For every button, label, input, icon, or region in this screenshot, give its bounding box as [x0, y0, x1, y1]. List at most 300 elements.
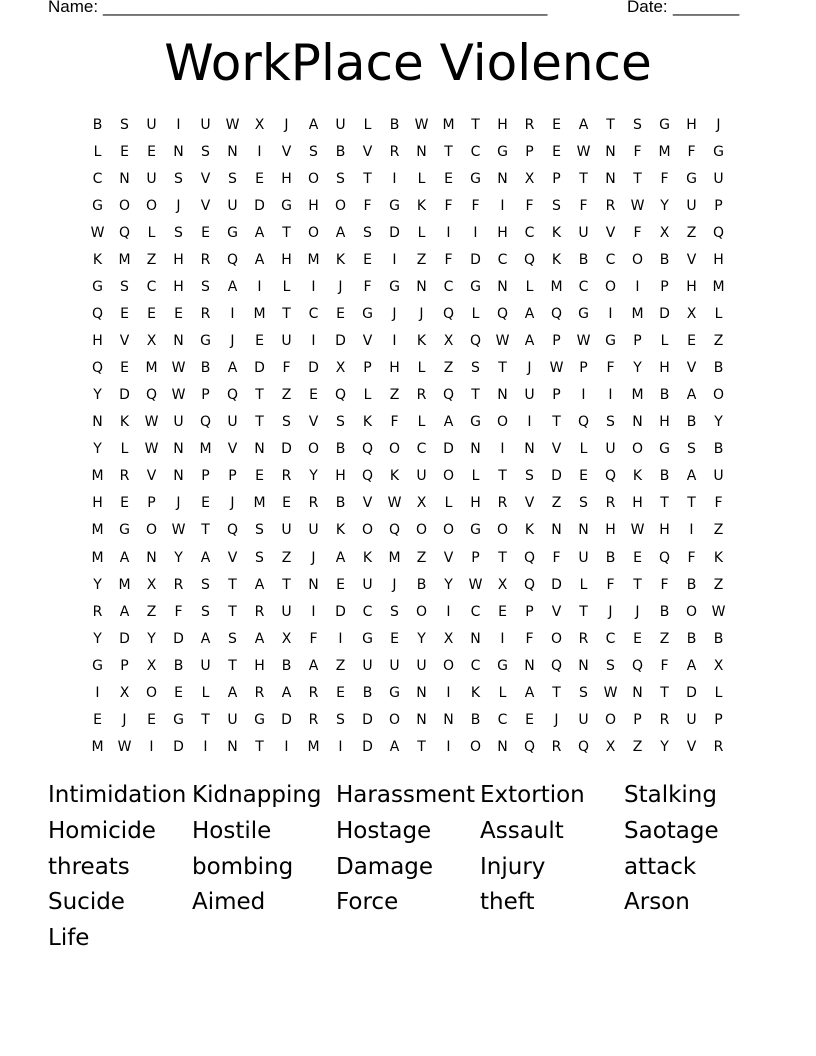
grid-letter: O: [361, 522, 374, 539]
grid-letter: A: [686, 657, 697, 674]
grid-letter: C: [470, 657, 481, 674]
grid-letter: Q: [712, 225, 725, 242]
grid-letter: W: [576, 144, 591, 161]
word-list-item: Force: [336, 889, 399, 916]
grid-letter: O: [442, 522, 455, 539]
date-blank-line: _______: [673, 0, 740, 16]
header: [48, 0, 748, 19]
grid-letter: I: [446, 603, 451, 620]
word-list-item: attack: [624, 853, 697, 880]
grid-letter: U: [713, 171, 724, 188]
grid-letter: S: [228, 171, 237, 188]
grid-letter: D: [173, 630, 184, 647]
grid-letter: B: [605, 549, 616, 566]
grid-letter: L: [417, 171, 426, 188]
grid-letter: S: [606, 414, 615, 431]
grid-letter: P: [714, 711, 723, 728]
word-list-item: Homicide: [48, 817, 156, 844]
grid-letter: Z: [416, 252, 427, 269]
word-list-item: threats: [48, 853, 130, 880]
grid-letter: I: [689, 522, 694, 539]
grid-letter: I: [392, 333, 397, 350]
grid-letter: Q: [523, 576, 536, 593]
grid-letter: L: [417, 225, 426, 242]
grid-letter: A: [254, 225, 265, 242]
grid-letter: X: [335, 360, 346, 377]
grid-letter: S: [390, 603, 399, 620]
grid-letter: N: [227, 738, 238, 755]
grid-letter: B: [686, 414, 697, 431]
grid-letter: C: [146, 279, 157, 296]
grid-letter: J: [554, 711, 559, 728]
grid-letter: I: [176, 117, 181, 133]
grid-letter: A: [578, 117, 589, 133]
grid-letter: E: [255, 171, 264, 188]
grid-letter: I: [446, 684, 451, 701]
grid-letter: X: [119, 684, 130, 701]
grid-letter: S: [579, 495, 588, 512]
grid-letter: U: [281, 522, 292, 539]
grid-letter: T: [201, 711, 210, 728]
grid-letter: U: [605, 441, 616, 458]
grid-letter: D: [686, 684, 697, 701]
grid-letter: R: [605, 495, 616, 512]
grid-letter: X: [659, 225, 670, 242]
grid-letter: K: [119, 414, 130, 431]
grid-letter: A: [308, 117, 319, 133]
grid-letter: E: [255, 468, 264, 485]
grid-letter: E: [201, 495, 210, 512]
grid-letter: G: [497, 657, 508, 674]
grid-letter: N: [632, 414, 643, 431]
grid-letter: A: [686, 468, 697, 485]
grid-letter: H: [335, 468, 346, 485]
grid-letter: U: [335, 117, 346, 133]
grid-letter: B: [578, 252, 589, 269]
grid-row: [84, 382, 732, 409]
grid-letter: A: [254, 252, 265, 269]
grid-letter: C: [524, 225, 535, 242]
grid-letter: K: [362, 549, 373, 566]
grid-letter: F: [363, 198, 372, 215]
grid-row: [84, 545, 732, 572]
grid-row: [84, 626, 732, 653]
grid-letter: S: [228, 630, 237, 647]
grid-letter: H: [713, 252, 724, 269]
grid-letter: T: [498, 360, 507, 377]
grid-letter: M: [307, 252, 320, 269]
grid-letter: Q: [496, 306, 509, 323]
grid-letter: I: [473, 225, 478, 242]
grid-letter: G: [389, 684, 400, 701]
grid-letter: W: [225, 117, 240, 133]
word-list-item: Harassment: [336, 782, 476, 808]
grid-letter: A: [524, 684, 535, 701]
grid-letter: D: [254, 198, 265, 215]
word-list-item: theft: [480, 889, 535, 916]
grid-letter: X: [416, 495, 427, 512]
grid-letter: O: [496, 414, 509, 431]
grid-letter: J: [230, 495, 235, 512]
grid-letter: Q: [523, 252, 536, 269]
word-list-item: Life: [48, 925, 90, 952]
grid-letter: S: [633, 117, 642, 133]
grid-letter: Z: [281, 549, 292, 566]
grid-letter: O: [118, 198, 131, 215]
grid-letter: H: [173, 252, 184, 269]
grid-letter: A: [227, 279, 238, 296]
grid-letter: E: [336, 684, 345, 701]
grid-letter: C: [497, 252, 508, 269]
grid-letter: E: [552, 144, 561, 161]
grid-letter: T: [471, 117, 480, 133]
grid-letter: G: [497, 144, 508, 161]
grid-letter: C: [605, 630, 616, 647]
grid-letter: R: [578, 630, 589, 647]
grid-letter: Q: [388, 522, 401, 539]
grid-letter: T: [579, 603, 588, 620]
grid-letter: D: [659, 306, 670, 323]
grid-letter: G: [389, 198, 400, 215]
grid-letter: F: [444, 198, 453, 215]
grid-letter: T: [201, 522, 210, 539]
name-blank-line: _______________________________________________: [103, 0, 548, 16]
grid-letter: A: [254, 576, 265, 593]
grid-letter: L: [120, 441, 129, 458]
grid-letter: X: [281, 630, 292, 647]
grid-letter: T: [417, 738, 426, 755]
grid-letter: R: [281, 468, 292, 485]
grid-letter: R: [173, 576, 184, 593]
grid-letter: S: [282, 414, 291, 431]
grid-letter: P: [471, 549, 480, 566]
grid-letter: I: [230, 306, 235, 323]
grid-letter: M: [550, 279, 563, 296]
grid-row: [84, 409, 732, 436]
grid-letter: Z: [443, 360, 454, 377]
grid-letter: D: [173, 738, 184, 755]
grid-letter: U: [686, 198, 697, 215]
grid-letter: U: [416, 468, 427, 485]
grid-letter: Y: [93, 441, 102, 458]
grid-letter: H: [281, 252, 292, 269]
grid-letter: A: [524, 306, 535, 323]
grid-letter: L: [93, 144, 102, 161]
grid-letter: P: [714, 198, 723, 215]
grid-letter: O: [631, 252, 644, 269]
grid-letter: N: [470, 441, 481, 458]
grid-letter: F: [174, 603, 183, 620]
grid-row: [84, 680, 732, 707]
grid-letter: P: [552, 333, 561, 350]
grid-letter: F: [390, 414, 399, 431]
grid-letter: P: [633, 711, 642, 728]
grid-letter: E: [93, 711, 102, 728]
grid-letter: T: [606, 117, 615, 133]
grid-letter: F: [660, 171, 669, 188]
grid-letter: I: [581, 387, 586, 404]
grid-letter: R: [497, 495, 508, 512]
grid-letter: F: [633, 225, 642, 242]
grid-letter: L: [579, 441, 588, 458]
grid-letter: Y: [660, 198, 669, 215]
grid-letter: O: [307, 441, 320, 458]
grid-letter: M: [712, 279, 725, 296]
grid-letter: U: [227, 198, 238, 215]
grid-row: [84, 355, 732, 382]
grid-letter: V: [281, 144, 292, 161]
grid-row: [84, 707, 732, 734]
grid-letter: L: [417, 360, 426, 377]
grid-letter: R: [254, 603, 265, 620]
grid-letter: M: [91, 549, 104, 566]
grid-letter: L: [525, 279, 534, 296]
grid-letter: T: [660, 495, 669, 512]
grid-letter: B: [335, 144, 346, 161]
grid-letter: W: [468, 576, 483, 593]
grid-letter: D: [443, 441, 454, 458]
grid-letter: U: [200, 657, 211, 674]
grid-letter: W: [630, 522, 645, 539]
grid-letter: J: [527, 360, 532, 377]
grid-letter: F: [444, 252, 453, 269]
grid-letter: L: [282, 279, 291, 296]
grid-row: [84, 166, 732, 193]
grid-letter: E: [363, 252, 372, 269]
grid-letter: Z: [686, 225, 697, 242]
grid-letter: G: [578, 306, 589, 323]
grid-letter: U: [281, 333, 292, 350]
grid-letter: L: [660, 333, 669, 350]
grid-letter: O: [388, 711, 401, 728]
letter-grid: [84, 112, 732, 761]
grid-letter: C: [362, 603, 373, 620]
grid-letter: B: [686, 630, 697, 647]
grid-letter: Q: [91, 360, 104, 377]
grid-letter: V: [200, 171, 211, 188]
grid-letter: R: [92, 603, 103, 620]
grid-letter: N: [416, 684, 427, 701]
grid-letter: V: [686, 360, 697, 377]
grid-letter: E: [147, 711, 156, 728]
grid-letter: E: [336, 576, 345, 593]
grid-letter: U: [308, 522, 319, 539]
grid-letter: B: [659, 387, 670, 404]
grid-letter: A: [443, 414, 454, 431]
grid-letter: M: [91, 522, 104, 539]
grid-row: [84, 463, 732, 490]
grid-letter: R: [713, 738, 724, 755]
grid-letter: L: [417, 414, 426, 431]
grid-letter: K: [551, 225, 562, 242]
grid-letter: Z: [551, 495, 562, 512]
grid-letter: Q: [550, 657, 563, 674]
grid-letter: F: [606, 576, 615, 593]
grid-letter: P: [363, 360, 372, 377]
grid-letter: S: [201, 279, 210, 296]
grid-letter: Y: [93, 576, 102, 593]
page-title: WorkPlace Violence: [164, 34, 652, 92]
grid-letter: G: [119, 522, 130, 539]
word-list-item: Damage: [336, 853, 434, 880]
grid-letter: A: [308, 657, 319, 674]
grid-letter: Q: [361, 441, 374, 458]
grid-letter: O: [415, 603, 428, 620]
grid-letter: I: [527, 414, 532, 431]
grid-letter: T: [552, 414, 561, 431]
grid-letter: F: [282, 360, 291, 377]
grid-letter: B: [335, 441, 346, 458]
word-list-item: Hostage: [336, 817, 432, 844]
grid-letter: C: [578, 279, 589, 296]
grid-letter: W: [603, 684, 618, 701]
grid-letter: E: [120, 144, 129, 161]
grid-letter: T: [282, 576, 291, 593]
grid-letter: B: [713, 441, 724, 458]
grid-letter: V: [362, 495, 373, 512]
grid-letter: P: [201, 387, 210, 404]
grid-letter: G: [470, 522, 481, 539]
grid-letter: Z: [389, 387, 400, 404]
grid-letter: D: [551, 576, 562, 593]
grid-letter: Q: [226, 387, 239, 404]
grid-letter: Y: [660, 738, 669, 755]
grid-letter: J: [122, 711, 127, 728]
grid-letter: P: [120, 657, 129, 674]
grid-letter: S: [336, 171, 345, 188]
grid-letter: Z: [146, 603, 157, 620]
grid-letter: B: [281, 657, 292, 674]
grid-row: [84, 599, 732, 626]
grid-letter: K: [524, 522, 535, 539]
grid-letter: P: [228, 468, 237, 485]
grid-letter: R: [308, 495, 319, 512]
grid-letter: G: [227, 225, 238, 242]
grid-letter: L: [363, 387, 372, 404]
word-list-item: Hostile: [192, 817, 272, 844]
grid-letter: D: [335, 603, 346, 620]
grid-letter: U: [578, 225, 589, 242]
grid-letter: U: [713, 468, 724, 485]
grid-letter: K: [362, 414, 373, 431]
grid-letter: A: [281, 684, 292, 701]
grid-letter: S: [336, 711, 345, 728]
grid-letter: X: [605, 738, 616, 755]
grid-letter: M: [442, 117, 455, 133]
grid-letter: X: [443, 333, 454, 350]
word-list-item: Extortion: [480, 782, 585, 808]
grid-letter: Q: [523, 549, 536, 566]
grid-letter: Y: [147, 630, 156, 647]
grid-letter: R: [605, 198, 616, 215]
grid-letter: S: [201, 603, 210, 620]
grid-letter: W: [549, 360, 564, 377]
grid-letter: V: [686, 738, 697, 755]
grid-letter: Z: [416, 549, 427, 566]
grid-letter: W: [144, 441, 159, 458]
grid-letter: A: [389, 738, 400, 755]
grid-letter: S: [120, 117, 129, 133]
grid-letter: X: [146, 576, 157, 593]
grid-letter: J: [284, 117, 289, 133]
grid-letter: N: [551, 522, 562, 539]
grid-row: [84, 517, 732, 544]
grid-letter: K: [470, 684, 481, 701]
grid-letter: G: [281, 198, 292, 215]
grid-letter: F: [714, 495, 723, 512]
grid-letter: M: [118, 576, 131, 593]
grid-letter: T: [687, 495, 696, 512]
grid-row: [84, 572, 732, 599]
grid-letter: P: [552, 387, 561, 404]
grid-letter: O: [307, 171, 320, 188]
grid-letter: E: [687, 333, 696, 350]
grid-letter: G: [92, 657, 103, 674]
grid-letter: F: [471, 198, 480, 215]
grid-letter: A: [254, 630, 265, 647]
grid-letter: B: [362, 684, 373, 701]
grid-letter: L: [147, 225, 156, 242]
grid-letter: O: [442, 468, 455, 485]
word-list-item: Saotage: [624, 817, 719, 844]
grid-letter: O: [388, 441, 401, 458]
word-list: [48, 778, 768, 957]
grid-letter: U: [362, 657, 373, 674]
grid-letter: N: [416, 711, 427, 728]
grid-letter: P: [633, 333, 642, 350]
grid-letter: R: [308, 684, 319, 701]
grid-letter: C: [470, 144, 481, 161]
grid-letter: O: [415, 522, 428, 539]
grid-letter: Q: [145, 387, 158, 404]
grid-letter: Y: [417, 630, 426, 647]
grid-letter: L: [714, 306, 723, 323]
grid-letter: D: [119, 387, 130, 404]
grid-letter: N: [173, 441, 184, 458]
grid-letter: L: [444, 495, 453, 512]
grid-letter: I: [446, 738, 451, 755]
grid-letter: I: [608, 387, 613, 404]
grid-letter: F: [525, 198, 534, 215]
grid-letter: Z: [659, 630, 670, 647]
grid-letter: R: [308, 711, 319, 728]
grid-letter: O: [604, 711, 617, 728]
grid-letter: V: [551, 603, 562, 620]
grid-letter: K: [632, 468, 643, 485]
grid-letter: V: [200, 198, 211, 215]
grid-letter: K: [416, 198, 427, 215]
grid-letter: N: [119, 171, 130, 188]
grid-letter: I: [338, 738, 343, 755]
grid-letter: Q: [361, 468, 374, 485]
grid-letter: F: [606, 360, 615, 377]
grid-letter: T: [228, 657, 237, 674]
grid-letter: M: [199, 441, 212, 458]
grid-letter: E: [633, 549, 642, 566]
grid-letter: D: [551, 468, 562, 485]
grid-letter: O: [145, 684, 158, 701]
grid-letter: E: [309, 387, 318, 404]
grid-letter: V: [362, 144, 373, 161]
grid-letter: T: [552, 684, 561, 701]
grid-letter: I: [500, 198, 505, 215]
grid-letter: T: [228, 603, 237, 620]
grid-letter: R: [659, 711, 670, 728]
grid-letter: D: [254, 360, 265, 377]
grid-letter: D: [281, 441, 292, 458]
grid-letter: T: [579, 171, 588, 188]
grid-letter: V: [227, 441, 238, 458]
